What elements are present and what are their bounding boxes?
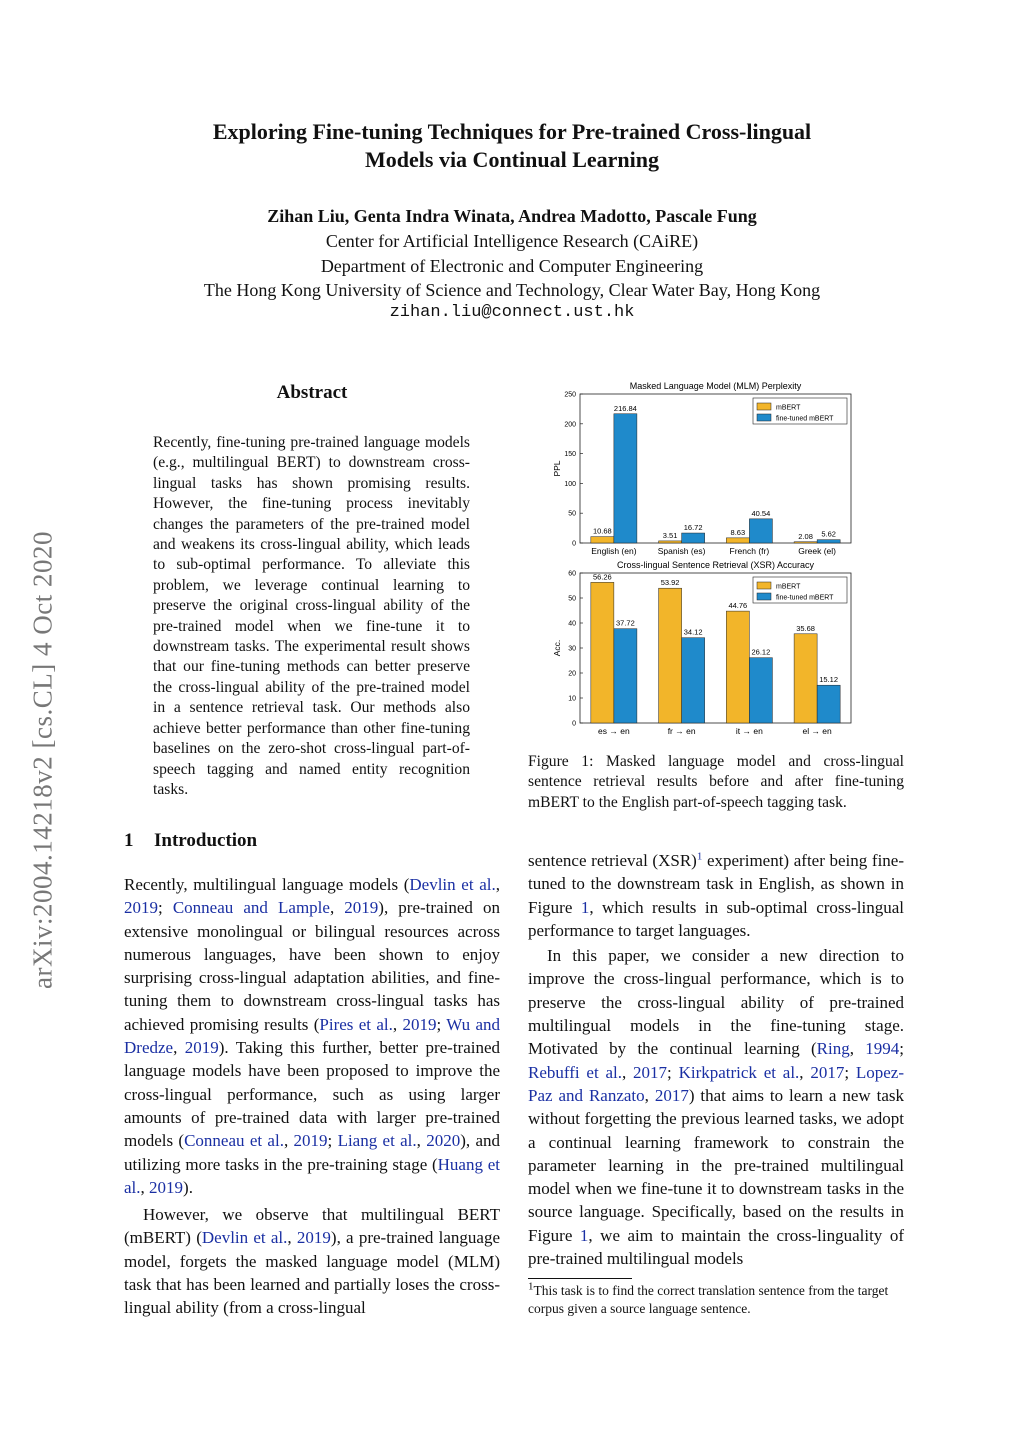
- figure-reference-link[interactable]: 1: [580, 897, 590, 917]
- abstract-body: Recently, fine-tuning pre-trained language models (e.g., multilingual BERT) to downstream cross-lingual tasks has shown promising results. However, the fine-tuning process inevitably changes the parameters of the pre-trained model and weakens its cross-lingual ability, which leads to sub-optimal performance. To alleviate this problem, we leverage continual learning to preserve the original cross-lingual ability of the pre-trained model when we fine-tune it to downstream tasks. The experimental result shows that our fine-tuning methods can better preserve the cross-lingual ability of the pre-trained model in a sentence retrieval task. Our methods also achieve better performance than other fine-tuning baselines on the zero-shot cross-lingual part-of-speech tagging and named entity recognition tasks.: [153, 434, 470, 798]
- data-label: 56.26: [592, 572, 612, 582]
- legend-swatch: [757, 582, 771, 589]
- citation-link[interactable]: Pires et al.: [319, 1014, 393, 1034]
- data-label: 15.12: [819, 675, 839, 685]
- abstract-heading: Abstract: [276, 382, 348, 403]
- legend-swatch: [757, 403, 771, 410]
- right-column: [528, 849, 904, 1270]
- y-tick-label: 10: [568, 695, 576, 703]
- paper-title-line-2: Models via Continual Learning: [365, 147, 659, 172]
- chart-title: Masked Language Model (MLM) Perplexity: [629, 381, 802, 391]
- citation-link[interactable]: Ring: [816, 1039, 850, 1059]
- data-label: 35.68: [796, 623, 815, 633]
- y-tick-label: 20: [568, 670, 576, 678]
- bar: [817, 685, 840, 723]
- y-tick-label: 200: [564, 421, 576, 429]
- y-tick-label: 100: [564, 480, 576, 488]
- data-label: 3.51: [662, 530, 678, 540]
- bar: [591, 537, 614, 543]
- citation-link[interactable]: 2019: [293, 1131, 328, 1151]
- bar: [614, 629, 637, 723]
- data-label: 16.72: [683, 523, 703, 533]
- x-tick-label: es → en: [598, 726, 630, 736]
- data-label: 40.54: [751, 508, 771, 518]
- citation-link[interactable]: 2019: [149, 1177, 184, 1197]
- left-column: [124, 873, 500, 1320]
- x-tick-label: English (en): [591, 546, 637, 556]
- x-tick-label: it → en: [735, 726, 763, 736]
- citation-link[interactable]: Kirkpatrick et al.: [678, 1062, 800, 1082]
- footnote-number: 1: [528, 1280, 534, 1293]
- y-tick-label: 250: [564, 391, 576, 399]
- author-list: Zihan Liu, Genta Indra Winata, Andrea Madotto, Pascale Fung: [267, 206, 757, 226]
- data-label: 8.63: [730, 527, 746, 537]
- bar: [659, 588, 682, 723]
- bar: [726, 611, 749, 723]
- citation-link[interactable]: Wu and Dredze: [124, 1014, 500, 1058]
- footnote-text: This task is to find the correct translation sentence from the target corpus given a source language sentence.: [528, 1283, 889, 1316]
- legend-swatch: [757, 414, 771, 421]
- citation-link[interactable]: 2017: [810, 1062, 845, 1082]
- bar: [682, 533, 705, 543]
- affiliation-3: The Hong Kong University of Science and Technology, Clear Water Bay, Hong Kong: [203, 280, 821, 300]
- citation-link[interactable]: 2019: [402, 1014, 437, 1034]
- data-label: 5.62: [821, 529, 836, 539]
- arxiv-stamp-text: arXiv:2004.14218v2 [cs.CL] 4 Oct 2020: [27, 531, 58, 989]
- footnote-marker[interactable]: 1: [696, 850, 703, 863]
- bar: [614, 414, 637, 543]
- intro-paragraph-4: In this paper, we consider a new direction to improve the cross-lingual performance, which is to preserve the cross-lingual ability of pre-trained multilingual models in the fine-tuning stage. Motivated by the continual learning (Ring, 1994; Rebuffi et al., 2017; Kirkpatrick et al., 2017; Lopez-Paz and Ranzato, 2017) that aims to learn a new task without forgetting the previous learned tasks, we adopt a continual learning framework to constrain the parameter learning in the pre-trained multilingual model when we fine-tune it to downstream tasks in the source language. Specifically, based on the results in Figure 1, we aim to maintain the cross-linguality of pre-trained multilingual models: [528, 946, 905, 1269]
- legend-label: fine-tuned mBERT: [776, 594, 834, 602]
- citation-link[interactable]: Rebuffi et al.: [528, 1062, 622, 1082]
- bar: [726, 538, 749, 543]
- bar: [659, 541, 682, 543]
- x-tick-label: Greek (el): [798, 546, 837, 556]
- y-axis-label: PPL: [552, 460, 562, 477]
- data-label: 26.12: [751, 647, 771, 657]
- citation-link[interactable]: Devlin et al.: [409, 875, 496, 894]
- paper-title: [0, 118, 1024, 174]
- citation-link[interactable]: Lopez-Paz and Ranzato: [528, 1062, 904, 1105]
- section-title: Introduction: [154, 830, 258, 851]
- y-tick-label: 50: [568, 510, 576, 518]
- section-number: 1: [124, 830, 134, 851]
- legend-swatch: [757, 593, 771, 600]
- x-tick-label: Spanish (es): [657, 546, 706, 556]
- legend-label: mBERT: [776, 404, 801, 412]
- intro-paragraph-2: However, we observe that multilingual BERT (mBERT) (Devlin et al., 2019), a pre-trained language model, forgets the masked language model (MLM) task that has been learned and partially loses the cross-lingual ability (from a cross-lingual: [124, 1205, 500, 1318]
- bar: [591, 582, 614, 723]
- paper-title-line-1: Exploring Fine-tuning Techniques for Pre-trained Cross-lingual: [212, 119, 812, 144]
- bar: [749, 658, 772, 723]
- citation-link[interactable]: Liang et al.: [337, 1131, 417, 1151]
- citation-link[interactable]: 1994: [865, 1039, 900, 1059]
- y-tick-label: 50: [568, 595, 576, 603]
- data-label: 10.68: [592, 526, 612, 536]
- data-label: 44.76: [728, 601, 748, 611]
- data-label: 34.12: [683, 627, 703, 637]
- citation-link[interactable]: 2020: [426, 1131, 461, 1151]
- y-tick-label: 0: [572, 540, 576, 548]
- bar: [794, 634, 817, 723]
- figure-reference-link[interactable]: 1: [579, 1225, 589, 1245]
- y-axis-label: Acc.: [552, 639, 562, 657]
- citation-link[interactable]: 2017: [633, 1062, 668, 1082]
- y-tick-label: 30: [568, 645, 576, 653]
- xsr-accuracy-chart: [552, 560, 851, 736]
- arxiv-stamp: [18, 470, 68, 1050]
- legend-label: mBERT: [776, 583, 801, 591]
- data-label: 53.92: [660, 578, 680, 588]
- data-label: 2.08: [798, 531, 813, 541]
- citation-link[interactable]: Huang et al.: [124, 1154, 500, 1197]
- citation-link[interactable]: 2019: [344, 898, 379, 918]
- y-tick-label: 0: [572, 720, 576, 728]
- intro-paragraph-1: Recently, multilingual language models (Devlin et al., 2019; Conneau and Lample, 2019), pre-trained on extensive monolingual or bilingual resources across numerous languages, have been shown to enjoy surprising cross-lingual adaptation abilities, and fine-tuning them to downstream cross-lingual tasks has achieved promising results (Pires et al., 2019; Wu and Dredze, 2019). Taking this further, better pre-trained language models have been proposed to improve the cross-lingual performance, such as using larger amounts of pre-trained data with larger pre-trained models (Conneau et al., 2019; Liang et al., 2020), and utilizing more tasks in the pre-training stage (Huang et al., 2019).: [124, 875, 501, 1197]
- mlm-perplexity-chart: [552, 381, 851, 556]
- affiliation-2: Department of Electronic and Computer Engineering: [320, 256, 704, 276]
- bar: [794, 542, 817, 543]
- footnote: [528, 1282, 904, 1317]
- x-tick-label: French (fr): [729, 546, 770, 556]
- citation-link[interactable]: 2019: [124, 898, 158, 918]
- y-tick-label: 150: [564, 451, 576, 459]
- intro-paragraph-3: sentence retrieval (XSR)$^1$ experiment) after being fine-tuned to the downstream task in English, as shown in Figure 1, which results in sub-optimal cross-lingual performance to target languages.: [528, 850, 905, 940]
- section-heading: [124, 830, 257, 852]
- citation-link[interactable]: 2017: [654, 1085, 689, 1105]
- citation-link[interactable]: 2019: [296, 1228, 331, 1248]
- citation-link[interactable]: Conneau and Lample: [172, 898, 330, 918]
- citation-link[interactable]: Conneau et al.: [184, 1131, 284, 1151]
- footnote-rule: [528, 1278, 632, 1279]
- figure-caption: Figure 1: Masked language model and cross-lingual sentence retrieval results before and after fine-tuning mBERT to the English part-of-speech tagging task.: [528, 753, 904, 811]
- bar: [749, 519, 772, 543]
- citation-link[interactable]: 2019: [184, 1038, 219, 1058]
- y-tick-label: 40: [568, 620, 576, 628]
- author-email[interactable]: zihan.liu@connect.ust.hk: [389, 303, 635, 322]
- bar: [682, 638, 705, 723]
- chart-title: Cross-lingual Sentence Retrieval (XSR) Accuracy: [616, 560, 815, 570]
- data-label: 216.84: [613, 403, 637, 413]
- bar: [817, 540, 840, 543]
- x-tick-label: fr → en: [667, 726, 696, 736]
- affiliation-1: Center for Artificial Intelligence Research (CAiRE): [325, 231, 699, 251]
- data-label: 37.72: [616, 618, 635, 628]
- x-tick-label: el → en: [802, 726, 832, 736]
- citation-link[interactable]: Devlin et al.: [201, 1228, 288, 1248]
- y-tick-label: 60: [568, 570, 576, 578]
- legend-label: fine-tuned mBERT: [776, 415, 834, 423]
- figure-1: [528, 378, 904, 740]
